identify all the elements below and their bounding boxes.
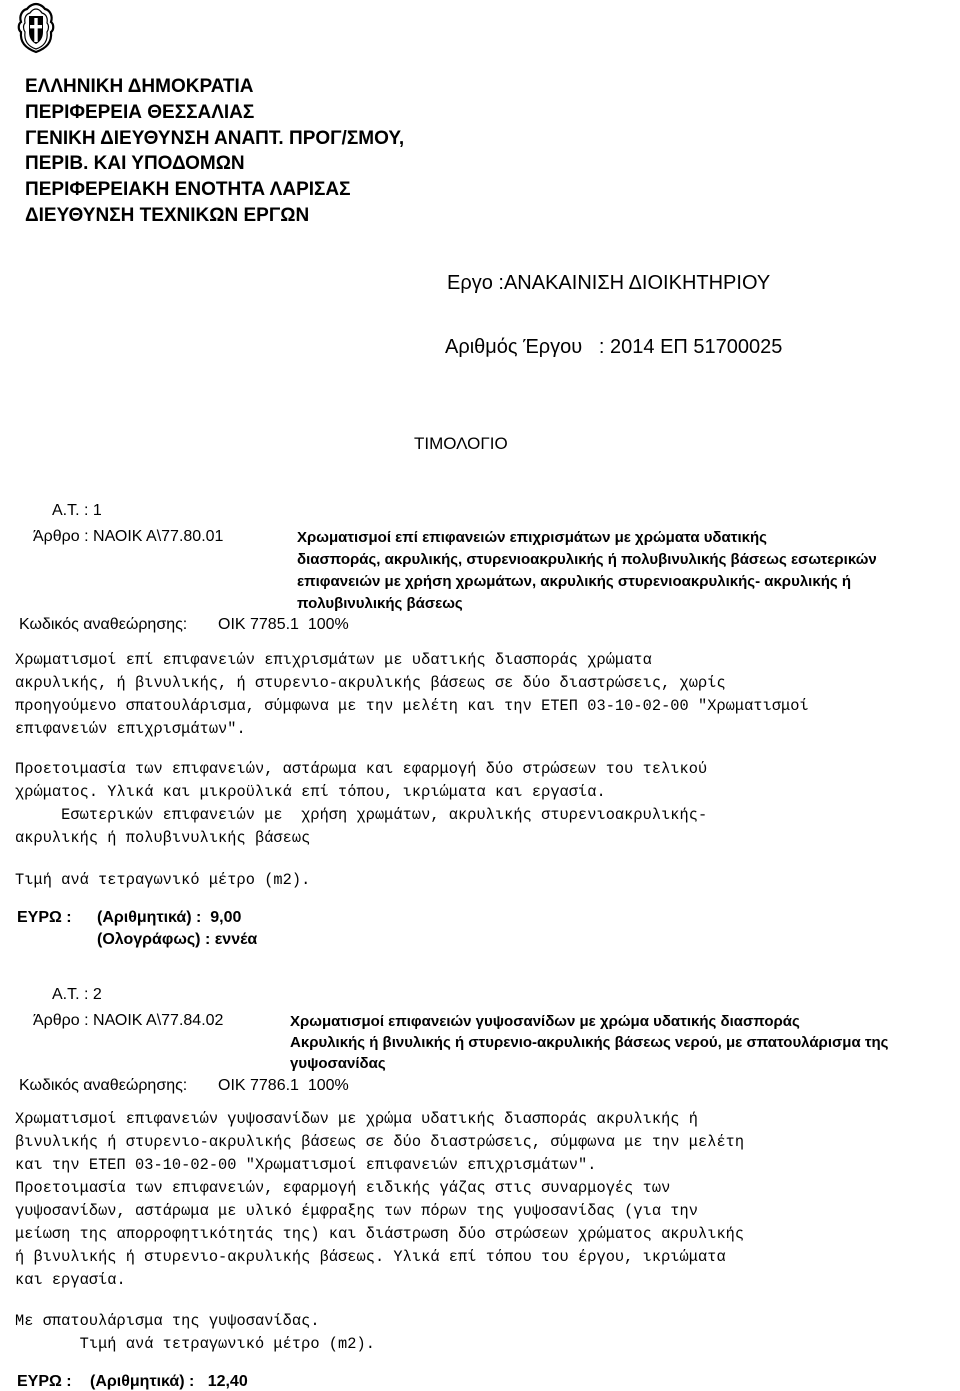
article-code: Άρθρο : ΝΑΟΙΚ Α\77.80.01 — [33, 528, 224, 545]
body-text-line: ακρυλικής ή πολυβινυλικής βάσεως — [15, 829, 311, 847]
body-text-line: Εσωτερικών επιφανειών με χρήση χρωμάτων, ακρυλικής στυρενιοακρυλικής- — [15, 806, 708, 824]
body-text-line: επιφανειών επιχρισμάτων". — [15, 720, 246, 738]
body-text-line: γυψοσανίδων, αστάρωμα με υλικό έμφραξης των πόρων της γυψοσανίδας (για την — [15, 1202, 698, 1220]
header-line: ΕΛΛΗΝΙΚΗ ΔΗΜΟΚΡΑΤΙΑ — [25, 76, 254, 97]
price-numeric: (Αριθμητικά) : 12,40 — [90, 1373, 248, 1390]
unit-of-measure: Τιμή ανά τετραγωνικό μέτρο (m2). — [15, 871, 311, 889]
unit-of-measure: Τιμή ανά τετραγωνικό μέτρο (m2). — [15, 1335, 375, 1353]
body-text-line: Χρωματισμοί επί επιφανειών επιχρισμάτων με υδατικής διασποράς χρώματα — [15, 651, 652, 669]
document-title: ΤΙΜΟΛΟΓΙΟ — [414, 434, 508, 453]
price-in-words: (Ολογράφως) : εννέα — [97, 931, 258, 948]
body-text-line: Με σπατουλάρισμα της γυψοσανίδας. — [15, 1312, 320, 1330]
price-currency: ΕΥΡΩ : — [17, 909, 72, 926]
greek-coat-of-arms-icon — [16, 2, 56, 58]
body-text-line: και εργασία. — [15, 1271, 126, 1289]
price-numeric: (Αριθμητικά) : 9,00 — [97, 909, 242, 926]
project-number: Αριθμός Έργου : 2014 ΕΠ 51700025 — [445, 336, 783, 358]
header-line: ΠΕΡΙΦΕΡΕΙΑ ΘΕΣΣΑΛΙΑΣ — [25, 102, 255, 123]
project-title: Εργο :ΑΝΑΚΑΙΝΙΣΗ ΔΙΟΙΚΗΤΗΡΙΟΥ — [447, 272, 771, 294]
item-number: Α.Τ. : 1 — [52, 502, 102, 519]
item-description-line: Ακρυλικής ή βινυλικής ή στυρενιο-ακρυλικής βάσεως νερού, με σπατουλάρισμα της — [290, 1034, 889, 1051]
item-description-line: Χρωματισμοί επιφανειών γυψοσανίδων με χρώμα υδατικής διασποράς — [290, 1013, 800, 1030]
body-text-line: χρώματος. Υλικά και μικροϋλικά επί τόπου, ικριώματα και εργασία. — [15, 783, 606, 801]
body-text-line: ή βινυλικής ή στυρενιο-ακρυλικής βάσεως. Υλικά επί τόπου του έργου, ικριώματα — [15, 1248, 726, 1266]
revision-label: Κωδικός αναθεώρησης: — [19, 616, 188, 633]
header-line: ΔΙΕΥΘΥΝΣΗ ΤΕΧΝΙΚΩΝ ΕΡΓΩΝ — [25, 205, 310, 226]
item-description-line: διασποράς, ακρυλικής, στυρενιοακρυλικής ή πολυβινυλικής βάσεως εσωτερικών — [297, 551, 877, 568]
revision-code: ΟΙΚ 7786.1 100% — [218, 1077, 349, 1094]
item-description-line: Χρωματισμοί επί επιφανειών επιχρισμάτων με χρώματα υδατικής — [297, 529, 767, 546]
price-currency: ΕΥΡΩ : — [17, 1373, 72, 1390]
header-line: ΠΕΡΙΒ. ΚΑΙ ΥΠΟΔΟΜΩΝ — [25, 153, 245, 174]
item-description-line: γυψοσανίδας — [290, 1055, 386, 1072]
item-description-line: πολυβινυλικής βάσεως — [297, 595, 463, 612]
body-text-line: Χρωματισμοί επιφανειών γυψοσανίδων με χρώμα υδατικής διασποράς ακρυλικής ή — [15, 1110, 698, 1128]
item-description-line: επιφανειών με χρήση χρωμάτων, ακρυλικής στυρενιοακρυλικής- ακρυλικής ή — [297, 573, 851, 590]
body-text-line: μείωση της απορροφητικότητάς της) και διάστρωση δύο στρώσεων χρώματος ακρυλικής — [15, 1225, 745, 1243]
body-text-line: Προετοιμασία των επιφανειών, εφαρμογή ειδικής γάζας στις συναρμογές των — [15, 1179, 671, 1197]
header-line: ΠΕΡΙΦΕΡΕΙΑΚΗ ΕΝΟΤΗΤΑ ΛΑΡΙΣΑΣ — [25, 179, 351, 200]
body-text-line: και την ΕΤΕΠ 03-10-02-00 "Χρωματισμοί επιφανειών επιχρισμάτων". — [15, 1156, 597, 1174]
body-text-line: βινυλικής ή στυρενιο-ακρυλικής βάσεως σε δύο διαστρώσεις, σύμφωνα με την μελέτη — [15, 1133, 745, 1151]
article-code: Άρθρο : ΝΑΟΙΚ Α\77.84.02 — [33, 1012, 224, 1029]
body-text-line: ακρυλικής, ή βινυλικής, ή στυρενιο-ακρυλικής βάσεως σε δύο διαστρώσεις, χωρίς — [15, 674, 726, 692]
revision-label: Κωδικός αναθεώρησης: — [19, 1077, 188, 1094]
body-text-line: προηγούμενο σπατουλάρισμα, σύμφωνα με την μελέτη και την ΕΤΕΠ 03-10-02-00 "Χρωματισμοί — [15, 697, 809, 715]
revision-code: ΟΙΚ 7785.1 100% — [218, 616, 349, 633]
item-number: Α.Τ. : 2 — [52, 986, 102, 1003]
body-text-line: Προετοιμασία των επιφανειών, αστάρωμα και εφαρμογή δύο στρώσεων του τελικού — [15, 760, 708, 778]
header-line: ΓΕΝΙΚΗ ΔΙΕΥΘΥΝΣΗ ΑΝΑΠΤ. ΠΡΟΓ/ΣΜΟΥ, — [25, 128, 405, 149]
